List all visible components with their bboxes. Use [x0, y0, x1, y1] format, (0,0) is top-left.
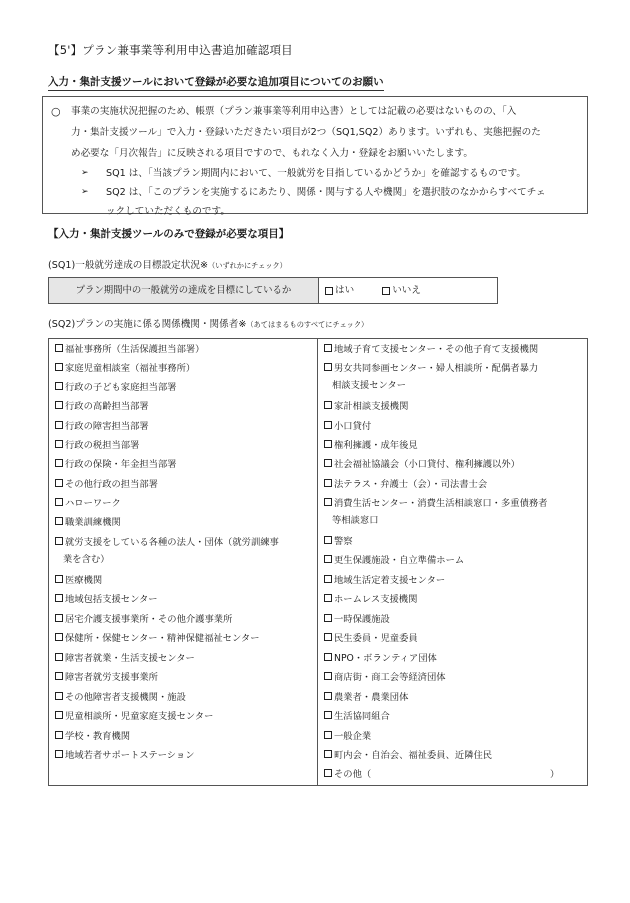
sq2-option[interactable]	[324, 341, 584, 358]
sq2-option[interactable]	[324, 689, 584, 706]
checkbox-icon[interactable]	[55, 363, 63, 371]
checkbox-icon[interactable]	[324, 633, 332, 641]
sq2-option-label: 地域若者サポートステーション	[65, 750, 195, 761]
notice-line-3: め必要な「月次報告」に反映される項目ですので、もれなく入力・登録をお願いいたします。	[71, 148, 473, 159]
checkbox-icon[interactable]	[324, 459, 332, 467]
sq2-option-label: 地域包括支援センター	[65, 594, 158, 605]
sq2-option[interactable]	[55, 534, 315, 568]
sq2-option[interactable]	[55, 728, 315, 745]
notice-sub-sq2	[51, 183, 579, 221]
sq2-option-label: 行政の税担当部署	[65, 440, 140, 451]
checkbox-icon[interactable]	[324, 401, 332, 409]
sq2-option-label: NPO・ボランティア団体	[334, 653, 437, 664]
checkbox-icon[interactable]	[55, 672, 63, 680]
sq2-option[interactable]	[55, 514, 315, 531]
sq2-option-label: 職業訓練機関	[65, 517, 121, 528]
checkbox-icon[interactable]	[55, 633, 63, 641]
notice-line-1: 事業の実施状況把握のため、帳票（プラン兼事業等利用申込書）としては記載の必要はないものの、「入	[71, 106, 517, 117]
checkbox-icon[interactable]	[382, 287, 390, 295]
sq2-table	[48, 338, 588, 786]
sq2-option[interactable]	[55, 476, 315, 493]
sq2-option-label: 男女共同参画センター・婦人相談所・配偶者暴力	[334, 363, 539, 374]
checkbox-icon[interactable]	[324, 363, 332, 371]
sq2-option-other[interactable]	[324, 766, 584, 783]
checkbox-icon[interactable]	[324, 731, 332, 739]
checkbox-icon[interactable]	[324, 711, 332, 719]
notice-paragraph	[51, 101, 579, 164]
sq2-option[interactable]	[55, 341, 315, 358]
sq2-option-label: 消費生活センター・消費生活相談窓口・多重債務者	[334, 498, 548, 509]
sq2-option[interactable]	[55, 572, 315, 589]
checkbox-icon[interactable]	[55, 653, 63, 661]
sq2-option[interactable]	[55, 398, 315, 415]
checkbox-icon[interactable]	[324, 692, 332, 700]
circle-bullet-icon: ○	[51, 105, 61, 118]
checkbox-icon[interactable]	[55, 517, 63, 525]
sq2-option-label: 小口貸付	[334, 421, 372, 432]
sq2-option-label-cont: 等相談窓口	[332, 515, 379, 526]
sq2-option-label: 障害者就業・生活支援センター	[65, 653, 195, 664]
checkbox-icon[interactable]	[325, 287, 333, 295]
notice-sub-sq2-text-1: SQ2 は、「このプランを実施するにあたり、関係・関与する人や機関」を選択肢のなかからすべてチェ	[106, 187, 546, 198]
checkbox-icon[interactable]	[55, 401, 63, 409]
sq2-option[interactable]	[324, 747, 584, 764]
checkbox-icon[interactable]	[324, 421, 332, 429]
sq1-label-text: (SQ1)一般就労達成の目標設定状況※	[48, 260, 208, 271]
sq2-option-label-cont: 業を含む）	[63, 554, 110, 565]
notice-sub-sq1-text: SQ1 は、「当該プラン期間内において、一般就労を目指しているかどうか」を確認するものです。	[106, 168, 526, 179]
sq2-option-other-close: ）	[550, 769, 560, 780]
sq2-option-label: 更生保護施設・自立準備ホーム	[334, 555, 465, 566]
sq2-label	[48, 319, 368, 331]
sq2-option-label: 生活協同組合	[334, 711, 390, 722]
sq2-left-column	[49, 339, 318, 785]
sq1-option-no-label: いいえ	[392, 284, 421, 296]
sq1-option-no[interactable]	[382, 285, 421, 297]
checkbox-icon[interactable]	[324, 750, 332, 758]
sq2-option-label: 法テラス・弁護士（会）・司法書士会	[334, 479, 488, 490]
sq2-option[interactable]	[324, 728, 584, 745]
checkbox-icon[interactable]	[55, 692, 63, 700]
checkbox-icon[interactable]	[324, 594, 332, 602]
checkbox-icon[interactable]	[55, 440, 63, 448]
sq2-option[interactable]	[55, 495, 315, 512]
sq2-option-label: 一時保護施設	[334, 614, 390, 625]
sq2-option[interactable]	[324, 533, 584, 550]
sq2-option[interactable]	[55, 379, 315, 396]
sq2-option-label-cont: 相談支援センター	[332, 380, 407, 391]
sq2-option[interactable]	[324, 398, 584, 415]
sq2-option-label: 就労支援をしている各種の法人・団体（就労訓練事	[65, 537, 279, 548]
sq2-option[interactable]	[55, 360, 315, 377]
checkbox-icon[interactable]	[55, 731, 63, 739]
sq2-option[interactable]	[324, 611, 584, 628]
sq2-option-label: 居宅介護支援事業所・その他介護事業所	[65, 614, 233, 625]
sq2-option-label: ハローワーク	[65, 498, 121, 509]
sq2-option[interactable]	[55, 650, 315, 667]
sq2-option[interactable]	[324, 650, 584, 667]
checkbox-icon[interactable]	[324, 536, 332, 544]
sq2-option-label: 一般企業	[334, 731, 372, 742]
checkbox-icon[interactable]	[324, 479, 332, 487]
checkbox-icon[interactable]	[55, 479, 63, 487]
sq2-option-label: 家計相談支援機関	[334, 401, 409, 412]
sq2-option[interactable]	[324, 630, 584, 647]
request-title: 入力・集計支援ツールにおいて登録が必要な追加項目についてのお願い	[48, 76, 384, 91]
arrow-bullet-icon: ➢	[81, 187, 89, 197]
sq1-options	[319, 278, 497, 303]
checkbox-icon[interactable]	[324, 440, 332, 448]
checkbox-icon[interactable]	[55, 344, 63, 352]
checkbox-icon[interactable]	[55, 459, 63, 467]
checkbox-icon[interactable]	[324, 498, 332, 506]
checkbox-icon[interactable]	[324, 653, 332, 661]
checkbox-icon[interactable]	[55, 750, 63, 758]
sq2-note: （あてはまるものすべてにチェック）	[246, 320, 369, 329]
sq2-option[interactable]	[324, 495, 584, 529]
sq2-option[interactable]	[55, 456, 315, 473]
checkbox-icon[interactable]	[55, 575, 63, 583]
sq2-option[interactable]	[324, 418, 584, 435]
sq2-option[interactable]	[324, 476, 584, 493]
sq2-option-label: 医療機関	[65, 575, 103, 586]
sq2-option-label: 福祉事務所（生活保護担当部署）	[65, 344, 205, 355]
page-heading: 【5'】プラン兼事業等利用申込書追加確認項目	[48, 43, 293, 57]
sq2-option-label: 保健所・保健センター・精神保健福祉センター	[65, 633, 260, 644]
sq2-option[interactable]	[55, 747, 315, 764]
notice-box	[42, 96, 588, 217]
checkbox-icon[interactable]	[324, 344, 332, 352]
sq2-option-label: 行政の障害担当部署	[65, 421, 149, 432]
sq2-right-column	[318, 339, 587, 785]
sq2-option-label: 商店街・商工会等経済団体	[334, 672, 446, 683]
checkbox-icon[interactable]	[55, 711, 63, 719]
sq2-option-other-label: その他（	[334, 769, 372, 780]
notice-sub-sq1	[51, 164, 579, 183]
sq1-label	[48, 260, 287, 272]
checkbox-icon[interactable]	[324, 555, 332, 563]
sq2-option-label: 学校・教育機関	[65, 731, 131, 742]
sq2-option[interactable]	[324, 708, 584, 725]
sq2-option[interactable]	[55, 437, 315, 454]
sq2-option-label: 農業者・農業団体	[334, 692, 409, 703]
sq2-option[interactable]	[55, 689, 315, 706]
sq2-option[interactable]	[55, 418, 315, 435]
sq2-option-label: 地域子育て支援センター・その他子育て支援機関	[334, 344, 539, 355]
sq1-option-yes-label: はい	[335, 284, 355, 296]
sq2-option-label: 障害者就労支援事業所	[65, 672, 158, 683]
sq2-option-label: 行政の保険・年金担当部署	[65, 459, 177, 470]
sq2-option-label: 町内会・自治会、福祉委員、近隣住民	[334, 750, 493, 761]
sq2-option[interactable]	[55, 630, 315, 647]
sq2-option-label: 社会福祉協議会（小口貸付、権利擁護以外）	[334, 459, 520, 470]
sq2-option[interactable]	[324, 572, 584, 589]
sq1-table	[48, 277, 498, 304]
notice-line-2: 力・集計支援ツール」で入力・登録いただきたい項目が2つ（SQ1,SQ2）あります。いずれも、実態把握のた	[71, 127, 541, 138]
sq2-option[interactable]	[55, 591, 315, 608]
sq2-label-text: (SQ2)プランの実施に係る関係機関・関係者※	[48, 319, 247, 330]
notice-sub-sq2-text-2: ックしていただくものです。	[106, 206, 230, 217]
sq1-option-yes[interactable]	[325, 285, 354, 297]
sq2-option-label: 行政の子ども家庭担当部署	[65, 382, 177, 393]
sq2-option[interactable]	[55, 708, 315, 725]
checkbox-icon[interactable]	[55, 537, 63, 545]
checkbox-icon[interactable]	[55, 382, 63, 390]
sq2-option[interactable]	[55, 611, 315, 628]
checkbox-icon[interactable]	[55, 421, 63, 429]
sq2-option[interactable]	[324, 591, 584, 608]
sq2-option-label: その他障害者支援機関・施設	[65, 692, 186, 703]
checkbox-icon[interactable]	[55, 614, 63, 622]
checkbox-icon[interactable]	[324, 769, 332, 777]
sq2-option[interactable]	[55, 669, 315, 686]
checkbox-icon[interactable]	[55, 594, 63, 602]
sq2-option-label: 権利擁護・成年後見	[334, 440, 418, 451]
sq2-option-label: 児童相談所・児童家庭支援センター	[65, 711, 214, 722]
checkbox-icon[interactable]	[324, 614, 332, 622]
sq2-option[interactable]	[324, 669, 584, 686]
checkbox-icon[interactable]	[324, 575, 332, 583]
sq2-option-label: 民生委員・児童委員	[334, 633, 418, 644]
sq2-option-label: 警察	[334, 536, 353, 547]
sq2-option[interactable]	[324, 360, 584, 394]
sq2-option-label: 行政の高齢担当部署	[65, 401, 149, 412]
sq2-option-label: ホームレス支援機関	[334, 594, 418, 605]
sq2-option[interactable]	[324, 437, 584, 454]
sq2-option-label: 地域生活定着支援センター	[334, 575, 446, 586]
section-title: 【入力・集計支援ツールのみで登録が必要な項目】	[48, 228, 290, 240]
sq1-note: （いずれかにチェック）	[208, 261, 287, 270]
sq2-option-label: その他行政の担当部署	[65, 479, 158, 490]
arrow-bullet-icon: ➢	[81, 168, 89, 178]
sq2-option-label: 家庭児童相談室（福祉事務所）	[65, 363, 196, 374]
sq2-option[interactable]	[324, 456, 584, 473]
checkbox-icon[interactable]	[324, 672, 332, 680]
sq1-question: プラン期間中の一般就労の達成を目標にしているか	[49, 278, 319, 303]
checkbox-icon[interactable]	[55, 498, 63, 506]
sq2-option[interactable]	[324, 552, 584, 569]
